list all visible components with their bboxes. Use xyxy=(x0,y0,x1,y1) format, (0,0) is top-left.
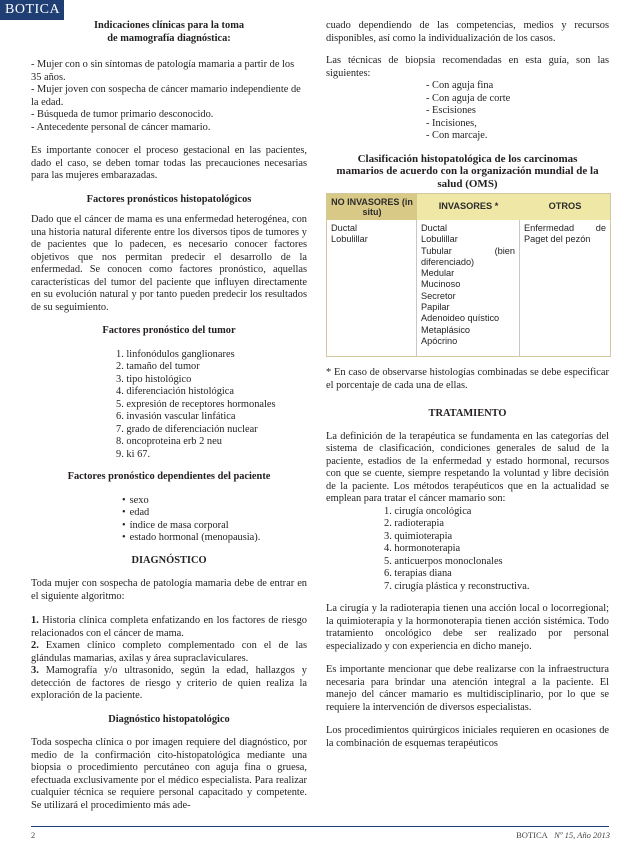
heading-tratamiento: TRATAMIENTO xyxy=(428,408,507,419)
heading-diagnostico: DIAGNÓSTICO xyxy=(131,554,207,566)
step-3-text: Mamografía y/o ultrasonido, según la edad, hallazgos y detección de factores de riesgo y criterio de quien realiza la exploración de la paciente. xyxy=(31,665,307,701)
step-1 xyxy=(31,615,307,640)
paragraph-tecnicas: Las técnicas de biopsia recomendadas en esta guía, son las siguientes: xyxy=(326,55,609,79)
paragraph-continuacion: cuado dependiendo de las competencias, medios y recursos disponibles, así como la individualización de los casos. xyxy=(326,20,609,44)
cell-invasores xyxy=(417,220,520,356)
list-item: 3. quimioterapia xyxy=(384,530,453,542)
list-item: 3. tipo histológico xyxy=(116,373,192,385)
table-header-row xyxy=(327,194,610,220)
paragraph-accion: La cirugía y la radioterapia tienen una acción local o locorregional; la quimioterapia y la hormonoterapia tienen acción sistémica. Todo tratamiento oncológico debe ser realizado por personal especializado y con experiencia en dicho manejo. xyxy=(326,603,609,652)
indication-4: - Antecedente personal de cáncer mamario. xyxy=(31,121,211,133)
left-column xyxy=(31,20,307,820)
list-item: • edad xyxy=(122,507,307,520)
step-2 xyxy=(31,640,307,665)
paragraph-diagnostico-histopatologico: Toda sospecha clínica o por imagen requiere del diagnóstico, por medio de la confirmación cito-histopatológica mediante una biopsia o procedimiento percutáneo con aguja fina o gruesa, efectuada exclusivamente por el médico especialista. Para realizar cualquier técnica se requiere personal capacitado y competente. Se utilizará el procedimiento más ade- xyxy=(31,737,307,811)
list-item: - Incisiones, xyxy=(426,117,477,129)
list-item: 1. cirugía oncológica xyxy=(384,505,472,517)
cell-otros xyxy=(520,220,610,356)
patient-factors-list xyxy=(31,495,307,545)
heading-factores-histopatologicos: Factores pronósticos histopatológicos xyxy=(86,193,252,205)
table-cell: Lobulillar xyxy=(331,234,368,245)
page-number: 2 xyxy=(31,830,36,840)
header-otros: OTROS xyxy=(548,201,582,212)
list-item: - Escisiones xyxy=(426,105,476,116)
table-cell: Medular xyxy=(421,268,455,279)
list-item: 5. expresión de receptores hormonales xyxy=(116,398,276,410)
step-3-number: 3. xyxy=(31,665,39,676)
list-item: 6. invasión vascular linfática xyxy=(116,411,236,422)
table-body-row xyxy=(327,220,610,356)
table-note: * En caso de observarse histologías combinadas se debe especificar el porcentaje de cada una de ellas. xyxy=(326,367,609,391)
table-cell: Lobulillar xyxy=(421,234,458,245)
indication-3: - Búsqueda de tumor primario desconocido. xyxy=(31,109,214,120)
list-item: • estado hormonal (menopausia). xyxy=(122,532,307,545)
biopsy-list xyxy=(326,80,609,143)
indication-2: - Mujer joven con sospecha de cáncer mamario independiente de la edad. xyxy=(31,84,301,108)
list-item: - Con aguja de corte xyxy=(426,92,511,104)
table-cell: Secretor xyxy=(421,290,456,301)
footer-issue: Nº 15, Año 2013 xyxy=(554,830,610,840)
list-item: 7. cirugía plástica y reconstructiva. xyxy=(384,580,530,592)
step-1-number: 1. xyxy=(31,615,39,626)
step-3 xyxy=(31,665,307,703)
table-cell: Ductal xyxy=(421,223,448,233)
paragraph-terapeutica: La definición de la terapéutica se fundamenta en las categorías del sistema de clasificación, condiciones generales de salud de la paciente, estadios de la enfermedad y estado hormonal, recursos con que se cuente, siempre respetando la voluntad y libre decisión de la paciente. Los métodos terapéuticos que en la actualidad se emplean para tratar el cáncer mamario son: xyxy=(326,430,609,504)
paragraph-algoritmo: Toda mujer con sospecha de patología mamaria debe de entrar en el siguiente algoritmo: xyxy=(31,578,307,602)
list-item: 7. grado de diferenciación nuclear xyxy=(116,423,258,435)
header-invasores: INVASORES * xyxy=(438,201,499,212)
table-cell: Papilar xyxy=(421,302,450,313)
paragraph-procedimientos: Los procedimientos quirúrgicos iniciales requieren en ocasiones de la combinación de esquemas terapéuticos xyxy=(326,725,609,749)
table-cell: Enfermedad de Paget del pezón xyxy=(524,223,606,245)
list-item: 8. oncoproteina erb 2 neu xyxy=(116,436,222,447)
heading-indicaciones: Indicaciones clínicas para la toma xyxy=(93,20,245,31)
treatment-list xyxy=(326,506,609,594)
section-header: BOTICA xyxy=(0,0,64,20)
table-cell: Tubular (bien diferenciado) xyxy=(421,245,515,267)
heading-factores-tumor: Factores pronóstico del tumor xyxy=(102,325,236,336)
right-column xyxy=(326,20,609,758)
heading-diagnostico-histopatologico: Diagnóstico histopatológico xyxy=(108,713,230,725)
list-item: 9. ki 67. xyxy=(116,448,151,460)
footer-divider xyxy=(31,826,609,827)
list-item: 1. linfonódulos ganglionares xyxy=(116,348,235,360)
indication-1: - Mujer con o sin síntomas de patología mamaria a partir de los 35 años. xyxy=(31,59,295,83)
paragraph-infraestructura: Es importante mencionar que debe realizarse con la infraestructura necesaria para brindar una atención integral a la paciente. El manejo del cáncer mamario es multidisciplinario, por lo que se requiere la intervención de diversos especialistas. xyxy=(326,664,609,713)
list-item: 4. diferenciación histológica xyxy=(116,386,235,397)
cell-no-invasores xyxy=(327,220,417,356)
header-no-invasores: NO INVASORES (in situ) xyxy=(327,194,417,220)
heading-indicaciones-2: de mamografía diagnóstica: xyxy=(107,32,231,44)
table-cell: Apócrino xyxy=(421,335,458,346)
step-2-text: Examen clínico completo complementado con el de las glándulas mamarias, axilas y área supraclaviculares. xyxy=(31,640,307,664)
paragraph-gestacional: Es importante conocer el proceso gestacional en las pacientes, dado el caso, se deben tomar todas las precauciones necesarias para las mujeres embarazadas. xyxy=(31,145,307,181)
footer-journal-name: BOTICA xyxy=(516,830,548,840)
list-item: 6. terapias diana xyxy=(384,568,452,579)
table-cell: Adenoideo quístico xyxy=(421,313,500,324)
table-cell: Metaplásico xyxy=(421,324,471,335)
list-item: • sexo xyxy=(122,495,307,508)
table-cell: Ductal xyxy=(331,223,358,233)
list-item: - Con aguja fina xyxy=(426,80,494,91)
heading-clasificacion-oms: Clasificación histopatológica de los carcinomas mamarios de acuerdo con la organización mundial de la salud (OMS) xyxy=(336,152,599,190)
list-item: 4. hormonoterapia xyxy=(384,543,461,554)
list-item: 2. tamaño del tumor xyxy=(116,361,200,372)
step-1-text: Historia clínica completa enfatizando en los factores de riesgo relacionados con el cáncer de mama. xyxy=(31,615,307,639)
list-item: 2. radioterapia xyxy=(384,518,445,529)
paragraph-factores: Dado que el cáncer de mama es una enfermedad heterogénea, con una historia natural diferente entre los diversos tipos de tumores y de pacientes que lo padecen, es necesario conocer factores objetivos que nos permitan predecir el desarrollo de la enfermedad. Se conocen como factores pronóstico, aquellas características del tumor del paciente que influyen directamente en su evolución natural y por tanto pueden predecir los resultados de su seguimiento. xyxy=(31,214,307,313)
list-item: • índice de masa corporal xyxy=(122,520,307,533)
tumor-factors-list xyxy=(31,349,307,462)
table-cell: Mucinoso xyxy=(421,279,461,290)
list-item: - Con marcaje. xyxy=(426,130,488,141)
list-item: 5. anticuerpos monoclonales xyxy=(384,555,503,567)
footer-journal xyxy=(516,830,610,840)
heading-factores-paciente: Factores pronóstico dependientes del paciente xyxy=(67,471,271,482)
step-2-number: 2. xyxy=(31,640,39,651)
oms-classification-table xyxy=(326,193,611,357)
